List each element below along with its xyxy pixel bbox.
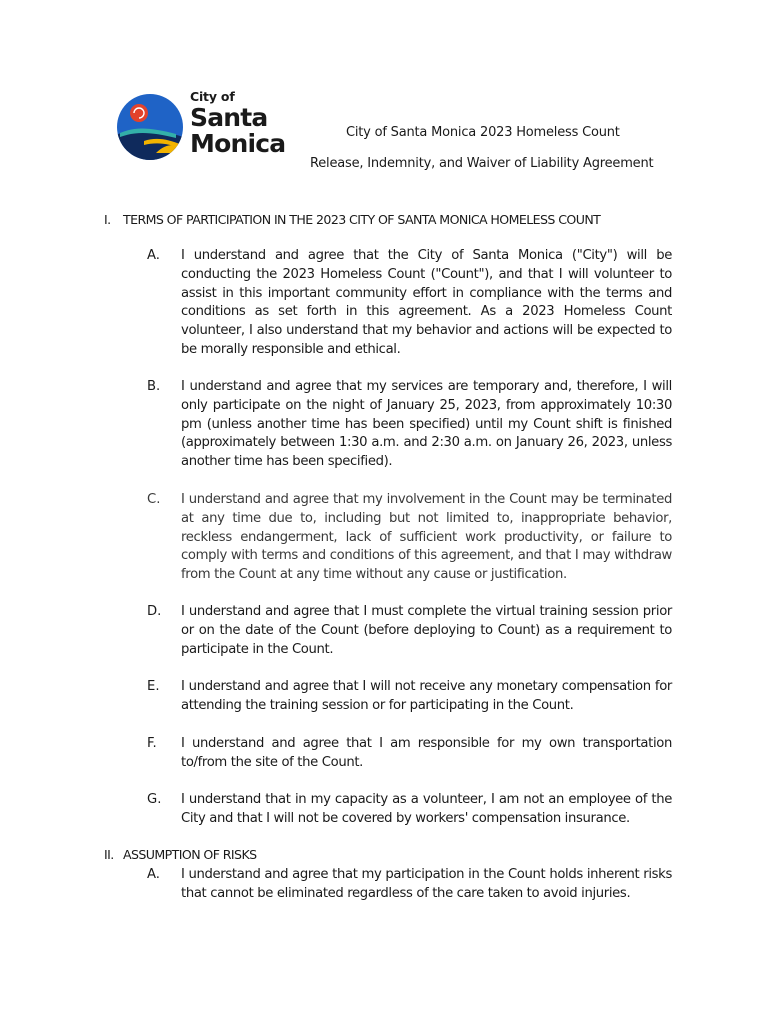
logo-line-3: Monica [190,128,286,158]
list-item [147,491,672,585]
section-title: TERMS OF PARTICIPATION IN THE 2023 CITY OF SANTA MONICA HOMELESS COUNT [123,212,601,227]
section-heading [104,847,257,862]
document-title: City of Santa Monica 2023 Homeless Count [346,125,620,140]
list-item [147,735,672,773]
item-letter: F. [147,736,157,751]
item-letter: E. [147,679,160,694]
list-item [147,866,672,904]
list-item [147,791,672,829]
item-letter: G. [147,792,162,807]
item-letter: C. [147,492,161,507]
section-number: I. [104,212,111,227]
section-title: ASSUMPTION OF RISKS [123,847,257,862]
list-item [147,378,672,472]
item-text: I understand and agree that I am responsible for my own transportation to/from the site of the Count. [181,736,672,770]
document-subtitle: Release, Indemnity, and Waiver of Liability Agreement [310,156,654,171]
item-text: I understand and agree that the City of Santa Monica ("City") will be conducting the 2023 Homeless Count ("Count"), and that I will volunteer to assist in this important community effort in compliance with the terms and conditions as set forth in this agreement. As a 2023 Homeless Count volunteer, I also understand that my behavior and actions will be expected to be morally responsible and ethical. [181,248,672,357]
item-text: I understand and agree that my participation in the Count holds inherent risks that cannot be eliminated regardless of the care taken to avoid injuries. [181,867,672,901]
list-item [147,603,672,659]
section-heading [104,212,600,227]
item-text: I understand and agree that my services are temporary and, therefore, I will only participate on the night of January 25, 2023, from approximately 10:30 pm (unless another time has been specified) until my Count shift is finished (approximately between 1:30 a.m. and 2:30 a.m. on January 26, 2023, unless another time has been specified). [181,379,672,470]
item-letter: B. [147,379,161,394]
item-text: I understand that in my capacity as a volunteer, I am not an employee of the City and that I will not be covered by workers' compensation insurance. [181,792,672,826]
logo-line-2: Santa [190,102,268,132]
logo-line-1: City of [190,89,235,104]
item-letter: A. [147,248,160,263]
item-text: I understand and agree that I must complete the virtual training session prior or on the date of the Count (before deploying to Count) as a requirement to participate in the Count. [181,604,672,657]
city-logo [116,91,288,163]
santa-monica-emblem-icon [116,93,184,161]
section-number: II. [104,847,114,862]
item-text: I understand and agree that my involvement in the Count may be terminated at any time due to, including but not limited to, inappropriate behavior, reckless endangerment, lack of sufficient work productivity, or failure to comply with terms and conditions of this agreement, and that I may withdraw from the Count at any time without any cause or justification. [181,492,672,583]
list-item [147,247,672,360]
item-letter: D. [147,604,162,619]
list-item [147,678,672,716]
item-letter: A. [147,867,160,882]
logo-wordmark [190,91,285,156]
item-text: I understand and agree that I will not receive any monetary compensation for attending the training session or for participating in the Count. [181,679,672,713]
